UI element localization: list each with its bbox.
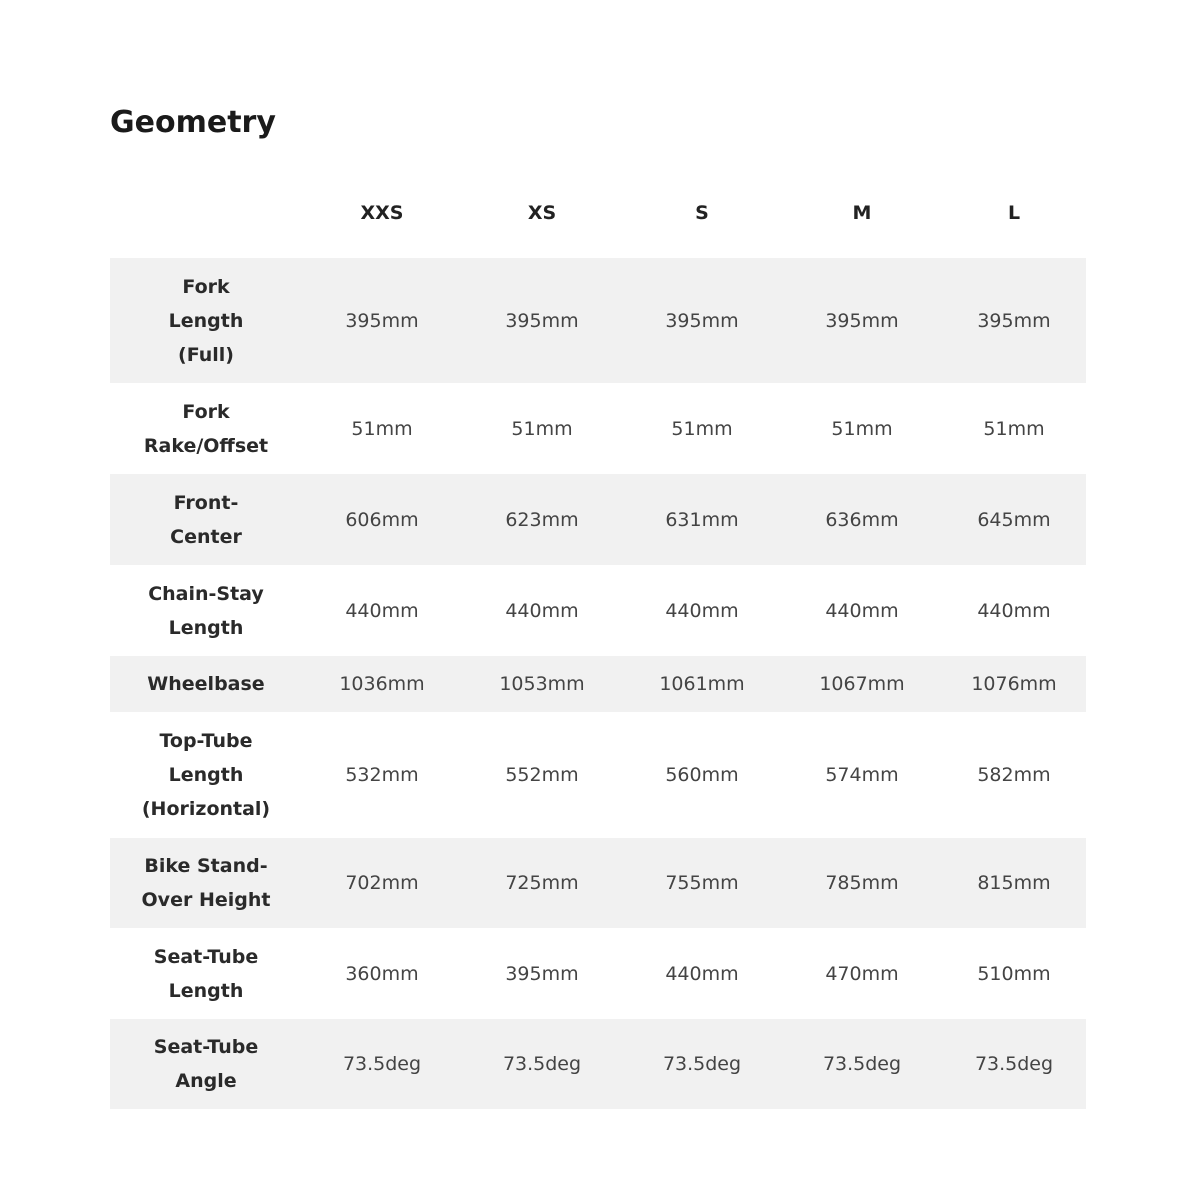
table-cell: 440mm xyxy=(825,599,899,622)
table-cell: 645mm xyxy=(977,508,1051,531)
row-label: Seat-Tube Length xyxy=(153,945,259,1002)
header-row xyxy=(110,168,1086,258)
table-cell: 51mm xyxy=(983,417,1045,440)
table-row xyxy=(110,928,1086,1019)
table-cell: 395mm xyxy=(977,309,1051,332)
row-label: Wheelbase xyxy=(147,673,265,695)
table-row xyxy=(110,712,1086,838)
page-title: Geometry xyxy=(110,105,276,140)
row-label: Bike Stand-Over Height xyxy=(141,855,271,911)
table-cell: 51mm xyxy=(511,417,573,440)
table-cell: 395mm xyxy=(665,309,739,332)
table-cell: 582mm xyxy=(977,764,1051,786)
table-cell: 73.5deg xyxy=(662,1053,742,1075)
table-cell: 574mm xyxy=(825,764,899,786)
row-label: Seat-Tube Angle xyxy=(153,1036,259,1092)
table-cell: 552mm xyxy=(505,764,579,786)
table-cell: 623mm xyxy=(505,508,579,531)
geometry-table xyxy=(110,168,1086,1109)
table-cell: 785mm xyxy=(825,872,899,894)
table-cell: 702mm xyxy=(345,872,419,894)
row-label: Front-Center xyxy=(170,491,242,548)
table-cell: 725mm xyxy=(505,872,579,894)
table-cell: 532mm xyxy=(345,764,419,786)
table-cell: 395mm xyxy=(505,962,579,985)
table-cell: 360mm xyxy=(345,962,419,985)
row-label: Fork Rake/Offset xyxy=(143,400,269,457)
column-header-xs: XS xyxy=(527,202,557,224)
table-cell: 1053mm xyxy=(499,673,585,695)
header-corner-cell xyxy=(110,168,302,258)
table-cell: 470mm xyxy=(825,962,899,985)
table-header xyxy=(110,168,1086,258)
table-cell: 73.5deg xyxy=(822,1053,902,1075)
table-cell: 51mm xyxy=(351,417,413,440)
table-cell: 606mm xyxy=(345,508,419,531)
table-row xyxy=(110,838,1086,928)
table-cell: 395mm xyxy=(505,309,579,332)
table-cell: 1076mm xyxy=(971,673,1057,695)
table-cell: 815mm xyxy=(977,872,1051,894)
table-cell: 440mm xyxy=(505,599,579,622)
table-cell: 73.5deg xyxy=(502,1053,582,1075)
table-cell: 755mm xyxy=(665,872,739,894)
column-header-s: S xyxy=(695,202,709,224)
table-cell: 636mm xyxy=(825,508,899,531)
table-row xyxy=(110,258,1086,383)
table-body xyxy=(110,258,1086,1109)
table-cell: 1036mm xyxy=(339,673,425,695)
column-header-l: L xyxy=(1007,202,1021,224)
table-cell: 395mm xyxy=(825,309,899,332)
table-row xyxy=(110,1019,1086,1109)
table-cell: 560mm xyxy=(665,764,739,786)
table-cell: 510mm xyxy=(977,962,1051,985)
table-cell: 440mm xyxy=(977,599,1051,622)
table-row xyxy=(110,383,1086,474)
table-cell: 51mm xyxy=(831,417,893,440)
table-cell: 1067mm xyxy=(819,673,905,695)
row-label: Chain-Stay Length xyxy=(148,582,264,639)
table-row xyxy=(110,565,1086,656)
table-cell: 440mm xyxy=(665,599,739,622)
column-header-xxs: XXS xyxy=(360,202,404,224)
table-row xyxy=(110,474,1086,565)
table-cell: 395mm xyxy=(345,309,419,332)
table-cell: 631mm xyxy=(665,508,739,531)
table-row xyxy=(110,656,1086,712)
table-cell: 1061mm xyxy=(659,673,745,695)
table-cell: 51mm xyxy=(671,417,733,440)
row-label: Fork Length (Full) xyxy=(168,275,244,366)
table-cell: 73.5deg xyxy=(342,1053,422,1075)
table-cell: 440mm xyxy=(345,599,419,622)
table-cell: 440mm xyxy=(665,962,739,985)
column-header-m: M xyxy=(852,202,872,224)
row-label: Top-Tube Length (Horizontal) xyxy=(141,730,271,820)
table-cell: 73.5deg xyxy=(974,1053,1054,1075)
